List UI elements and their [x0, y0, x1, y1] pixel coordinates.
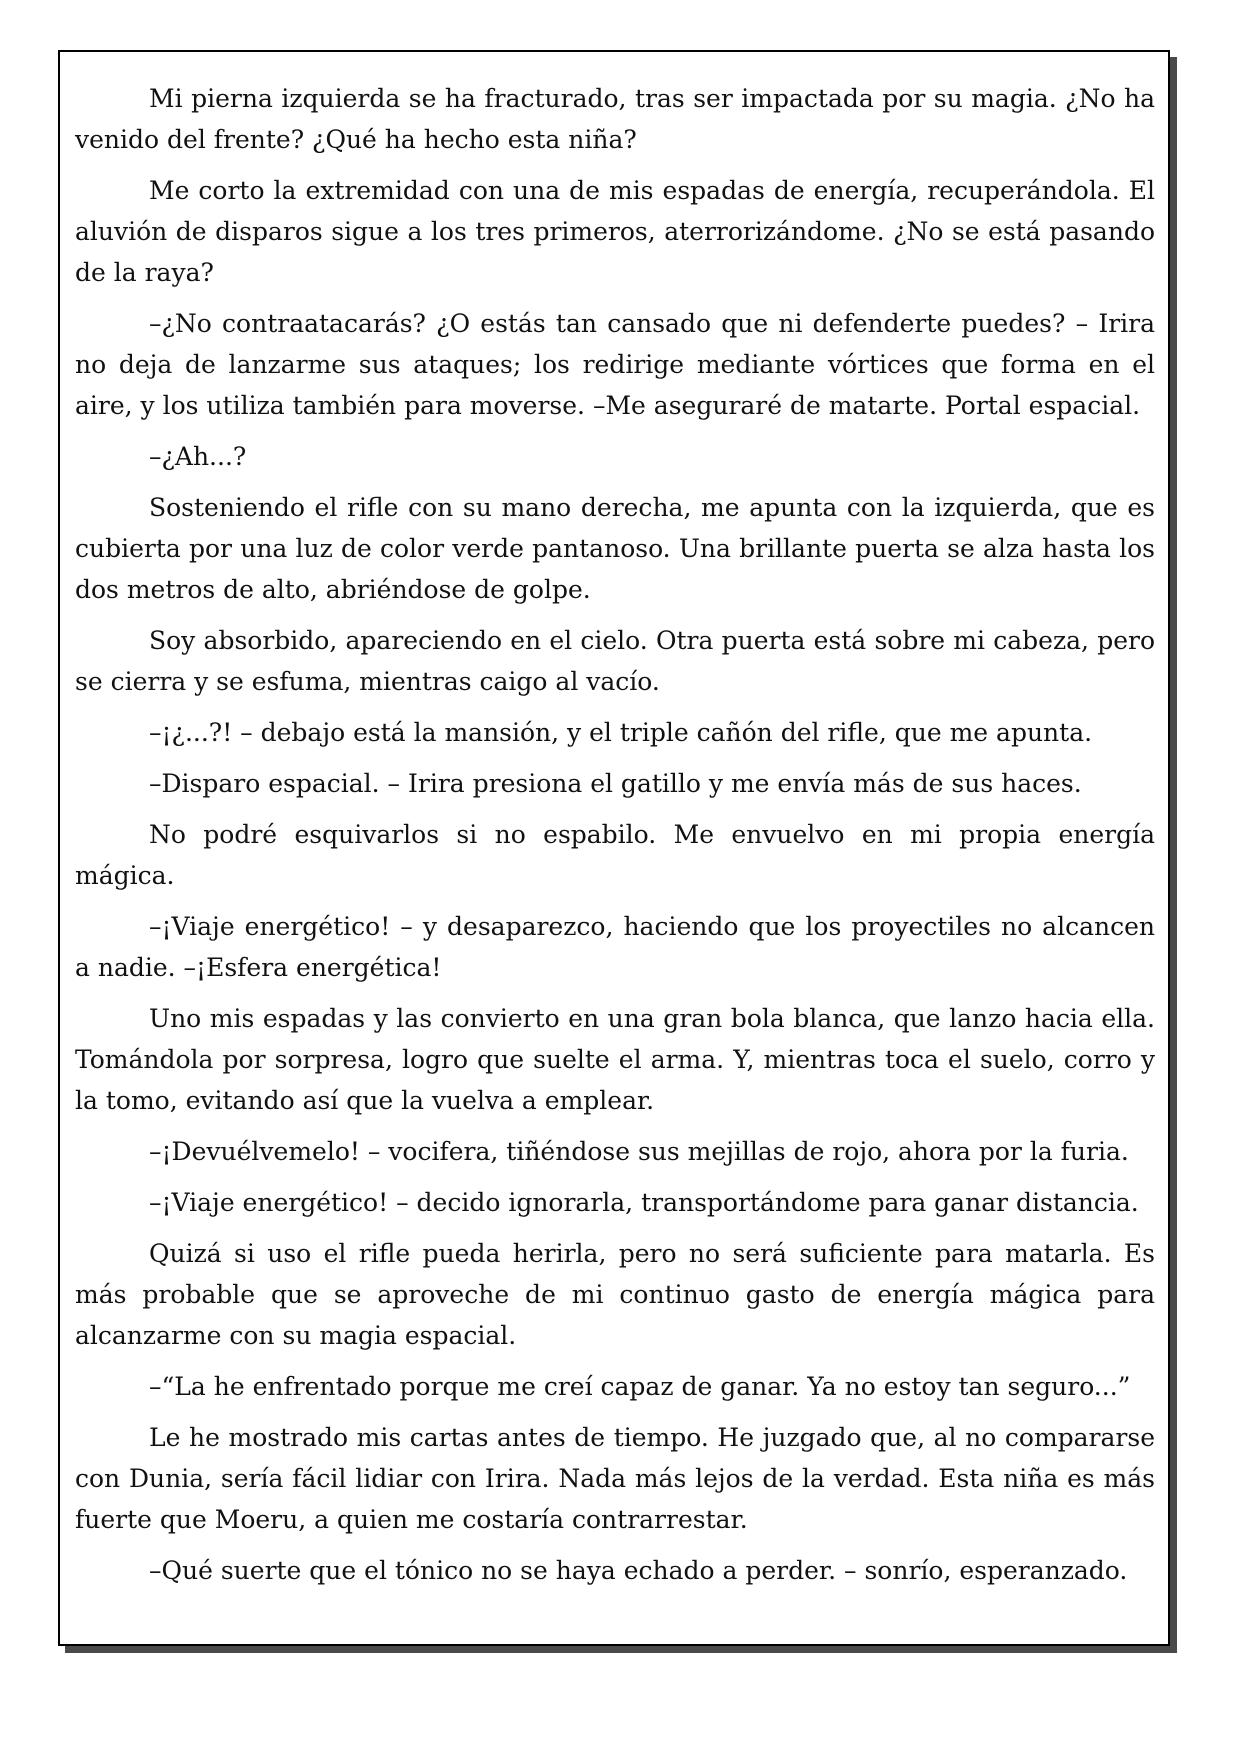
- paragraph-1: Mi pierna izquierda se ha fracturado, tras ser impactada por su magia. ¿No ha venido del frente? ¿Qué ha hecho esta niña?: [75, 84, 1155, 154]
- paragraph-4: –¿Ah...?: [149, 442, 247, 471]
- paragraph-14: Quizá si uso el rifle pueda herirla, pero no será suficiente para matarla. Es más probable que se aproveche de mi continuo gasto de energía mágica para alcanzarme con su magia espacial.: [75, 1239, 1155, 1350]
- paragraph-5: Sosteniendo el rifle con su mano derecha, me apunta con la izquierda, que es cubierta por una luz de color verde pantanoso. Una brillante puerta se alza hasta los dos metros de alto, abriéndose de golpe.: [75, 493, 1155, 604]
- paragraph-12: –¡Devuélvemelo! – vocifera, tiñéndose sus mejillas de rojo, ahora por la furia.: [149, 1137, 1129, 1166]
- paragraph-7: –¡¿...?! – debajo está la mansión, y el triple cañón del rifle, que me apunta.: [149, 718, 1093, 747]
- page-body: [75, 78, 1155, 1601]
- paragraph-8: –Disparo espacial. – Irira presiona el gatillo y me envía más de sus haces.: [149, 769, 1082, 798]
- paragraph-2: Me corto la extremidad con una de mis espadas de energía, recuperándola. El aluvión de disparos sigue a los tres primeros, aterrorizándome. ¿No se está pasando de la raya?: [75, 176, 1155, 287]
- paragraph-13: –¡Viaje energético! – decido ignorarla, transportándome para ganar distancia.: [149, 1188, 1139, 1217]
- paragraph-6: Soy absorbido, apareciendo en el cielo. Otra puerta está sobre mi cabeza, pero se cierra y se esfuma, mientras caigo al vacío.: [75, 626, 1155, 696]
- paragraph-9: No podré esquivarlos si no espabilo. Me envuelvo en mi propia energía mágica.: [75, 820, 1155, 890]
- paragraph-17: –Qué suerte que el tónico no se haya echado a perder. – sonrío, esperanzado.: [149, 1556, 1128, 1585]
- paragraph-11: Uno mis espadas y las convierto en una gran bola blanca, que lanzo hacia ella. Tomándola por sorpresa, logro que suelte el arma. Y, mientras toca el suelo, corro y la tomo, evitando así que la vuelva a emplear.: [75, 1004, 1155, 1115]
- paragraph-16: Le he mostrado mis cartas antes de tiempo. He juzgado que, al no compararse con Dunia, sería fácil lidiar con Irira. Nada más lejos de la verdad. Esta niña es más fuerte que Moeru, a quien me costaría contrarrestar.: [75, 1423, 1155, 1534]
- paragraph-3: –¿No contraatacarás? ¿O estás tan cansado que ni defenderte puedes? – Irira no deja de lanzarme sus ataques; los redirige mediante vórtices que forma en el aire, y los utiliza también para moverse. –Me aseguraré de matarte. Portal espacial.: [75, 309, 1155, 420]
- paragraph-10: –¡Viaje energético! – y desaparezco, haciendo que los proyectiles no alcancen a nadie. –¡Esfera energética!: [75, 912, 1155, 982]
- paragraph-15: –“La he enfrentado porque me creí capaz de ganar. Ya no estoy tan seguro...”: [149, 1372, 1131, 1401]
